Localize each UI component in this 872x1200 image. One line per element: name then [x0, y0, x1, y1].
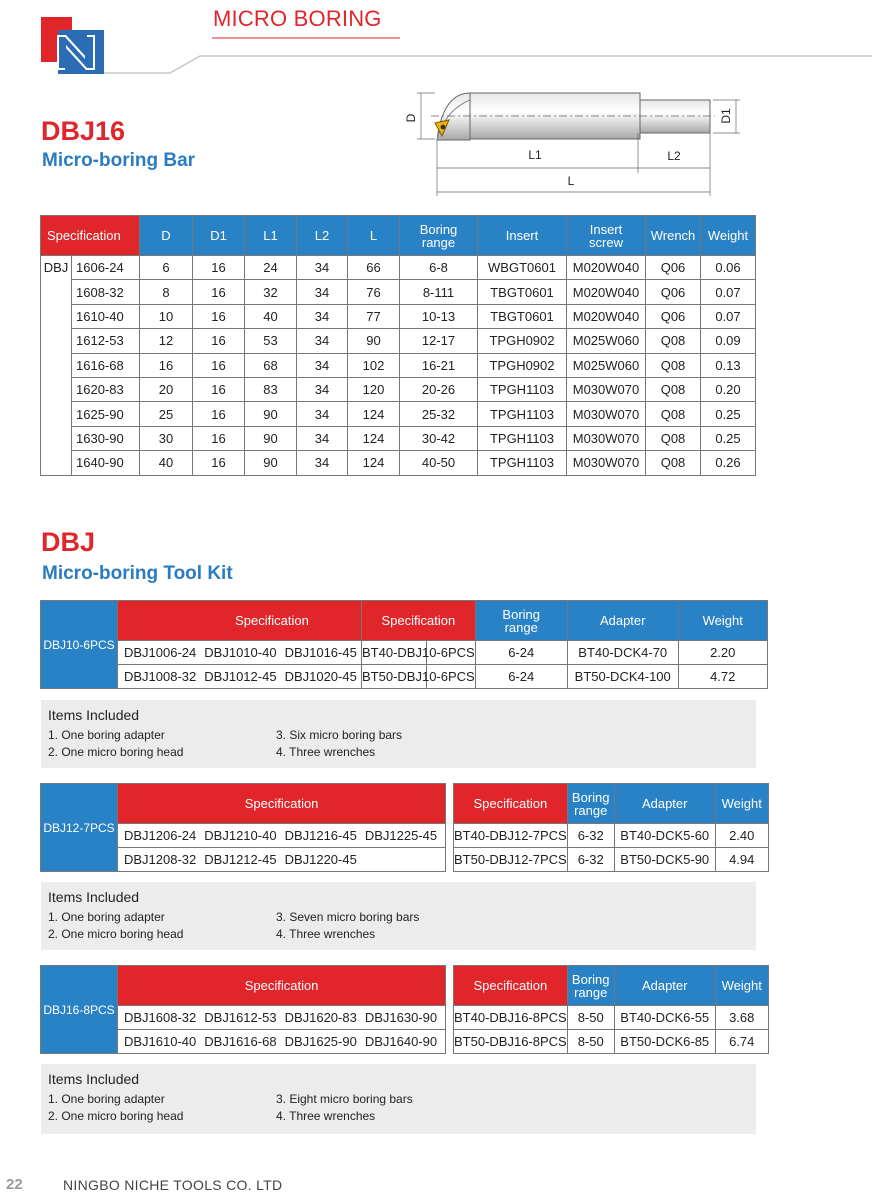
items-included-title: Items Included — [48, 1071, 140, 1087]
spec-cell: 1620-83 — [72, 377, 140, 401]
col-header: Boring range — [567, 966, 614, 1006]
table-cell: 0.07 — [701, 280, 756, 304]
kit-spec-list — [118, 1006, 446, 1030]
kit-bar-spec: DBJ1610-40 — [124, 1034, 197, 1049]
table-cell: 4.94 — [715, 848, 768, 872]
table-row — [41, 426, 756, 450]
col-header: Weight — [715, 966, 768, 1006]
table-cell: Q08 — [646, 377, 701, 401]
table-cell: BT40-DBJ12-7PCS — [454, 824, 568, 848]
table-cell: 34 — [297, 329, 348, 353]
table-cell: 77 — [348, 304, 400, 328]
table-row — [41, 402, 756, 426]
table-cell: 25-32 — [400, 402, 478, 426]
table-cell: TBGT0601 — [478, 304, 567, 328]
table-cell: 16 — [193, 353, 245, 377]
spec-cell: 1610-40 — [72, 304, 140, 328]
table-row — [41, 256, 756, 280]
item-line: 4. Three wrenches — [276, 745, 376, 759]
item-line: 1. One boring adapter — [48, 728, 165, 742]
table-cell: 12 — [140, 329, 193, 353]
table-cell: 20-26 — [400, 377, 478, 401]
table-cell: 6-32 — [567, 848, 614, 872]
item-line: 2. One micro boring head — [48, 927, 184, 941]
header-title: MICRO BORING — [213, 6, 382, 31]
item-line: 4. Three wrenches — [276, 927, 376, 941]
table-cell: 0.20 — [701, 377, 756, 401]
table-cell: 6 — [140, 256, 193, 280]
company-name: NINGBO NICHE TOOLS CO. LTD — [63, 1177, 283, 1193]
col-header: Weight — [678, 601, 767, 641]
table-cell: 53 — [245, 329, 297, 353]
spec-cell: 1608-32 — [72, 280, 140, 304]
table-cell: 16 — [193, 402, 245, 426]
table-cell: BT50-DBJ16-8PCS — [454, 1030, 568, 1054]
table-cell: 102 — [348, 353, 400, 377]
table-cell: 34 — [297, 377, 348, 401]
table-row — [41, 304, 756, 328]
table-row — [454, 1030, 769, 1054]
item-line: 2. One micro boring head — [48, 745, 184, 759]
col-header: Adapter — [567, 601, 678, 641]
table-cell: 34 — [297, 402, 348, 426]
section-title-dbj: DBJ — [41, 527, 96, 557]
item-line: 2. One micro boring head — [48, 1109, 184, 1123]
kit-bar-spec: DBJ1006-24 — [124, 645, 197, 660]
item-line: 4. Three wrenches — [276, 1109, 376, 1123]
section-subtitle-dbj16: Micro-boring Bar — [42, 150, 196, 171]
table-cell: WBGT0601 — [478, 256, 567, 280]
col-header: Boring range — [567, 784, 614, 824]
kit-bar-spec: DBJ1010-40 — [204, 645, 277, 660]
kit-spec-list — [118, 824, 446, 848]
kit-bar-spec: DBJ1616-68 — [204, 1034, 277, 1049]
table-cell: 124 — [348, 426, 400, 450]
table-row — [41, 280, 756, 304]
col-header: Weight — [701, 216, 756, 256]
item-line: 1. One boring adapter — [48, 1092, 165, 1106]
table-cell: 25 — [140, 402, 193, 426]
table-cell: M030W070 — [567, 426, 646, 450]
table-cell: 8-50 — [567, 1006, 614, 1030]
kit-bar-spec: DBJ1208-32 — [124, 852, 197, 867]
table-cell: 8-50 — [567, 1030, 614, 1054]
spec-cell: 1630-90 — [72, 426, 140, 450]
kit-spec-header: Specification — [118, 601, 427, 641]
table-cell: 6-8 — [400, 256, 478, 280]
spec-prefix-cell: DBJ — [41, 256, 72, 476]
table-cell: 24 — [245, 256, 297, 280]
table-cell: 0.25 — [701, 426, 756, 450]
table-cell: 40 — [140, 451, 193, 475]
section-subtitle-dbj: Micro-boring Tool Kit — [42, 563, 233, 584]
table-cell: M020W040 — [567, 256, 646, 280]
col-header: Boring range — [475, 601, 567, 641]
table-cell: 66 — [348, 256, 400, 280]
kit-spec-header: Specification — [118, 784, 446, 824]
table-row — [41, 329, 756, 353]
kit-spec-header: Specification — [118, 966, 446, 1006]
table-row — [41, 451, 756, 475]
table-cell: M025W060 — [567, 353, 646, 377]
dim-l2-label: L2 — [667, 149, 681, 163]
table-cell: 68 — [245, 353, 297, 377]
table-cell: 32 — [245, 280, 297, 304]
col-header: L — [348, 216, 400, 256]
table-cell: 8-111 — [400, 280, 478, 304]
table-row — [41, 353, 756, 377]
table-row — [41, 377, 756, 401]
table-cell: BT40-DBJ10-6PCS — [362, 641, 476, 665]
table-row — [454, 848, 769, 872]
kit-adapter-table — [453, 965, 769, 1054]
table-cell: Q06 — [646, 256, 701, 280]
company-logo-icon — [41, 17, 104, 74]
col-header: Weight — [715, 784, 768, 824]
col-header: D1 — [193, 216, 245, 256]
col-header: L2 — [297, 216, 348, 256]
dim-l1-label: L1 — [528, 148, 542, 162]
col-header: Wrench — [646, 216, 701, 256]
table-cell: BT50-DCK6-85 — [614, 1030, 715, 1054]
table-cell: M030W070 — [567, 402, 646, 426]
table-cell: Q06 — [646, 304, 701, 328]
table-cell: 16 — [193, 377, 245, 401]
table-cell: 90 — [245, 426, 297, 450]
table-cell: TPGH0902 — [478, 329, 567, 353]
table-cell: 0.06 — [701, 256, 756, 280]
table-cell: 40 — [245, 304, 297, 328]
table-cell: 16 — [193, 256, 245, 280]
table-cell: 34 — [297, 426, 348, 450]
table-cell: Q08 — [646, 353, 701, 377]
col-header: Specification — [41, 216, 140, 256]
table-cell: 6-32 — [567, 824, 614, 848]
table-cell: 90 — [348, 329, 400, 353]
kit-bar-spec: DBJ1220-45 — [284, 852, 357, 867]
kit-bar-spec: DBJ1630-90 — [364, 1010, 438, 1025]
table-cell: 34 — [297, 451, 348, 475]
kit-bar-spec: DBJ1210-40 — [204, 828, 277, 843]
spec-cell: 1612-53 — [72, 329, 140, 353]
table-cell: BT50-DCK4-100 — [567, 665, 678, 689]
dbj16-spec-table — [40, 215, 756, 476]
col-header: Specification — [362, 601, 476, 641]
table-cell: 124 — [348, 402, 400, 426]
table-cell: 6.74 — [715, 1030, 768, 1054]
table-cell: M020W040 — [567, 280, 646, 304]
kit-bar-spec: DBJ1212-45 — [204, 852, 277, 867]
table-cell: BT50-DBJ10-6PCS — [362, 665, 476, 689]
table-cell: Q08 — [646, 451, 701, 475]
boring-bar-diagram — [395, 88, 755, 200]
table-cell: M020W040 — [567, 304, 646, 328]
col-header: L1 — [245, 216, 297, 256]
table-cell: 2.20 — [678, 641, 767, 665]
table-cell: 34 — [297, 280, 348, 304]
kit-bar-spec: DBJ1225-45 — [364, 828, 438, 843]
table-cell: 6-24 — [475, 665, 567, 689]
col-header: Adapter — [614, 966, 715, 1006]
table-cell: 76 — [348, 280, 400, 304]
table-cell: TPGH1103 — [478, 426, 567, 450]
table-cell: 16 — [140, 353, 193, 377]
kit-bar-spec: DBJ1012-45 — [204, 669, 277, 684]
table-cell: M030W070 — [567, 377, 646, 401]
kit-bar-spec: DBJ1016-45 — [284, 645, 357, 660]
table-cell: 16 — [193, 451, 245, 475]
table-cell: 124 — [348, 451, 400, 475]
col-header: Adapter — [614, 784, 715, 824]
table-cell: 8 — [140, 280, 193, 304]
kit-name-cell: DBJ16-8PCS — [41, 966, 118, 1054]
kit-bar-spec: DBJ1608-32 — [124, 1010, 197, 1025]
item-line: 3. Seven micro boring bars — [276, 910, 420, 924]
table-cell: BT40-DCK4-70 — [567, 641, 678, 665]
table-cell: 20 — [140, 377, 193, 401]
table-cell: 120 — [348, 377, 400, 401]
spec-cell: 1606-24 — [72, 256, 140, 280]
kit-name-cell: DBJ10-6PCS — [41, 601, 118, 689]
kit-bar-spec: DBJ1020-45 — [284, 669, 357, 684]
kit-bar-spec: DBJ1216-45 — [284, 828, 357, 843]
items-included-box — [41, 1064, 756, 1134]
kit-adapter-table — [361, 600, 768, 689]
table-cell: BT40-DBJ16-8PCS — [454, 1006, 568, 1030]
kit-name-cell: DBJ12-7PCS — [41, 784, 118, 872]
section-title-dbj16: DBJ16 — [41, 116, 126, 146]
table-cell: TPGH1103 — [478, 377, 567, 401]
table-cell: 83 — [245, 377, 297, 401]
item-line: 1. One boring adapter — [48, 910, 165, 924]
table-row — [454, 824, 769, 848]
item-line: 3. Six micro boring bars — [276, 728, 403, 742]
table-cell: 16 — [193, 304, 245, 328]
kit-bar-spec: DBJ1625-90 — [284, 1034, 357, 1049]
col-header: Specification — [454, 966, 568, 1006]
table-cell: 16 — [193, 329, 245, 353]
items-included-box — [41, 882, 756, 950]
spec-cell: 1616-68 — [72, 353, 140, 377]
table-row — [454, 1006, 769, 1030]
dim-d-label: D — [404, 113, 418, 123]
table-cell: 10-13 — [400, 304, 478, 328]
table-cell: Q06 — [646, 280, 701, 304]
table-cell: 34 — [297, 304, 348, 328]
items-included-box — [41, 700, 756, 768]
items-included-title: Items Included — [48, 707, 140, 723]
table-cell: 0.26 — [701, 451, 756, 475]
item-line: 3. Eight micro boring bars — [276, 1092, 413, 1106]
table-cell: 6-24 — [475, 641, 567, 665]
kit-bar-spec: DBJ1008-32 — [124, 669, 197, 684]
dim-d1-label: D1 — [719, 108, 733, 124]
table-cell: 34 — [297, 353, 348, 377]
kit-bar-spec: DBJ1206-24 — [124, 828, 197, 843]
table-cell: BT50-DBJ12-7PCS — [454, 848, 568, 872]
col-header: Boring range — [400, 216, 478, 256]
table-cell: Q08 — [646, 329, 701, 353]
table-cell: 16 — [193, 426, 245, 450]
spec-cell: 1640-90 — [72, 451, 140, 475]
table-cell: 30-42 — [400, 426, 478, 450]
table-cell: 16 — [193, 280, 245, 304]
table-row — [362, 641, 768, 665]
items-included-title: Items Included — [48, 889, 140, 905]
kit-bar-spec: DBJ1612-53 — [204, 1010, 277, 1025]
col-header: Insert screw — [567, 216, 646, 256]
table-cell: 16-21 — [400, 353, 478, 377]
col-header: Insert — [478, 216, 567, 256]
table-cell: 0.09 — [701, 329, 756, 353]
table-cell: TPGH1103 — [478, 402, 567, 426]
col-header: Specification — [454, 784, 568, 824]
page-number: 22 — [6, 1176, 23, 1193]
kit-spec-list — [118, 848, 446, 872]
table-cell: 30 — [140, 426, 193, 450]
col-header: D — [140, 216, 193, 256]
table-cell: 10 — [140, 304, 193, 328]
kit-adapter-table — [453, 783, 769, 872]
table-cell: 3.68 — [715, 1006, 768, 1030]
kit-bar-spec: DBJ1620-83 — [284, 1010, 357, 1025]
table-cell: TBGT0601 — [478, 280, 567, 304]
table-cell: 0.07 — [701, 304, 756, 328]
table-cell: Q08 — [646, 402, 701, 426]
kit-bar-spec: DBJ1640-90 — [364, 1034, 438, 1049]
spec-cell: 1625-90 — [72, 402, 140, 426]
table-cell: TPGH1103 — [478, 451, 567, 475]
kit-spec-list — [118, 1030, 446, 1054]
table-cell: M030W070 — [567, 451, 646, 475]
table-cell: BT50-DCK5-90 — [614, 848, 715, 872]
table-cell: 90 — [245, 451, 297, 475]
table-cell: 2.40 — [715, 824, 768, 848]
table-row — [362, 665, 768, 689]
table-cell: BT40-DCK6-55 — [614, 1006, 715, 1030]
dim-l-label: L — [567, 174, 575, 188]
table-cell: 0.25 — [701, 402, 756, 426]
table-cell: Q08 — [646, 426, 701, 450]
kit-spec-table — [40, 783, 446, 872]
table-cell: BT40-DCK5-60 — [614, 824, 715, 848]
table-cell: 0.13 — [701, 353, 756, 377]
table-cell: M025W060 — [567, 329, 646, 353]
kit-spec-table — [40, 965, 446, 1054]
table-cell: 4.72 — [678, 665, 767, 689]
table-cell: 40-50 — [400, 451, 478, 475]
header-decoration — [0, 0, 872, 80]
table-cell: 12-17 — [400, 329, 478, 353]
table-cell: TPGH0902 — [478, 353, 567, 377]
table-cell: 90 — [245, 402, 297, 426]
table-cell: 34 — [297, 256, 348, 280]
